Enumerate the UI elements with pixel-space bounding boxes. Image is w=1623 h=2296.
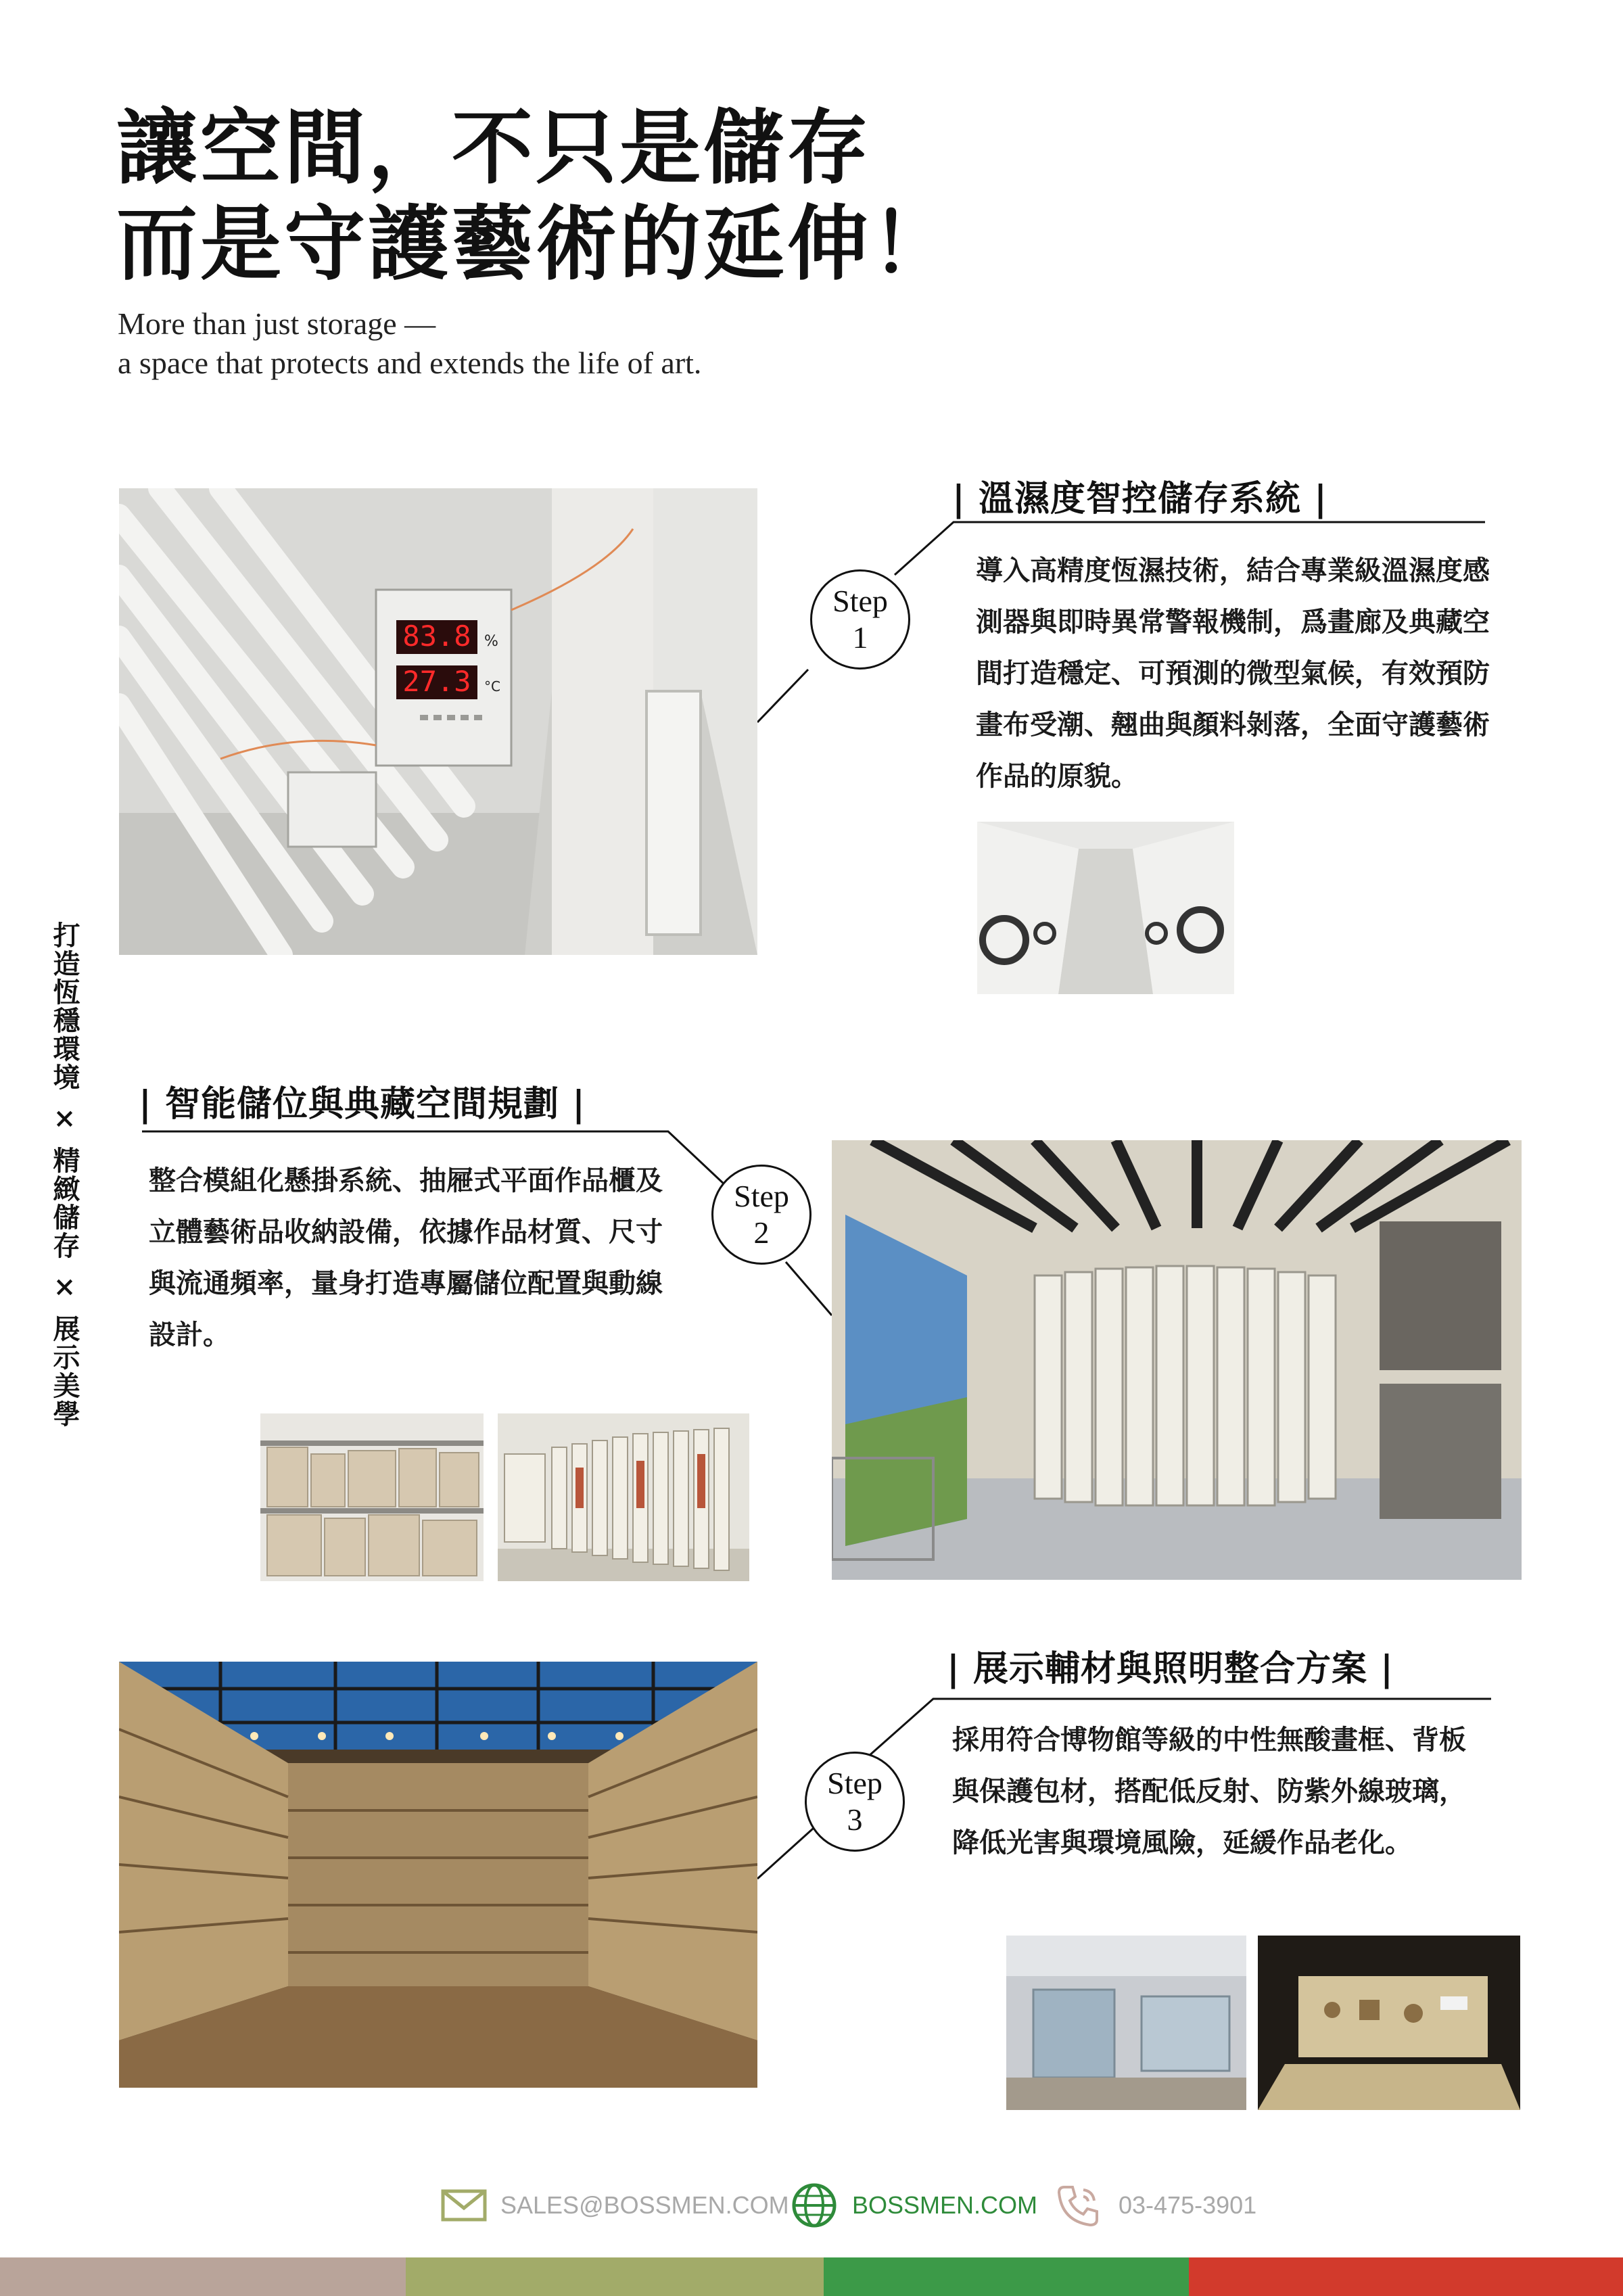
- step-2-number: 2: [753, 1215, 770, 1250]
- mobile-shelving-photo: [977, 822, 1234, 994]
- step-1-word: Step: [832, 584, 888, 618]
- step-1-number: 1: [852, 620, 868, 655]
- phone-icon: [1056, 2183, 1101, 2228]
- step1-connector: [757, 670, 808, 722]
- humidity-reading: 83.8: [402, 619, 471, 653]
- title-line-1: 讓空間，不只是儲存: [116, 100, 871, 195]
- subtitle-line-2: a space that protects and extends the life of art.: [118, 346, 702, 380]
- sliding-panel-photo: [498, 1413, 749, 1581]
- humidity-unit: %: [484, 633, 498, 650]
- footer-bar-1: [0, 2257, 406, 2296]
- footer-phone-text: 03-475-3901: [1119, 2191, 1257, 2219]
- step-1-badge: [810, 569, 910, 670]
- footer-website[interactable]: [791, 2182, 1037, 2229]
- step-1-heading: | 溫濕度智控儲存系統 |: [952, 478, 1328, 519]
- step2-connector: [786, 1262, 832, 1315]
- globe-icon: [791, 2182, 837, 2228]
- footer-website-text: BOSSMEN.COM: [852, 2191, 1038, 2219]
- footer-bar-4: [1189, 2257, 1623, 2296]
- footer-bar-3: [824, 2257, 1189, 2296]
- step-2-body: 整合模組化懸掛系統、抽屜式平面作品櫃及立體藝術品收納設備，依據作品材質、尺寸與流通頻率，量身打造專屬儲位配置與動線設計。: [149, 1165, 663, 1351]
- exhibit-case-photo: [1258, 1936, 1520, 2110]
- temperature-reading: 27.3: [402, 665, 471, 698]
- step-3-word: Step: [827, 1766, 883, 1800]
- step-3-heading: | 展示輔材與照明整合方案 |: [947, 1648, 1394, 1689]
- step-2-badge: [711, 1165, 812, 1265]
- step-2-heading: | 智能儲位與典藏空間規劃 |: [139, 1083, 586, 1125]
- footer-bar-2: [406, 2257, 824, 2296]
- shelf-storage-photo: [260, 1413, 484, 1581]
- mail-icon: [441, 2189, 487, 2222]
- step3-connector: [757, 1823, 820, 1879]
- step-1-body: 導入高精度恆濕技術，結合專業級溫濕度感測器與即時異常警報機制，爲畫廊及典藏空間打造穩定、可預測的微型氣候，有效預防畫布受潮、翹曲與顏料剝落，全面守護藝術作品的原貌。: [976, 555, 1490, 792]
- painting-rack-photo: [832, 1140, 1522, 1580]
- temperature-unit: °C: [484, 678, 500, 695]
- footer-phone[interactable]: [1056, 2182, 1256, 2229]
- step-3-body: 採用符合博物館等級的中性無酸畫框、背板與保護包材，搭配低反射、防紫外線玻璃，降低光害與環境風險，延緩作品老化。: [952, 1724, 1466, 1858]
- subtitle-line-1: More than just storage —: [118, 306, 436, 341]
- footer-email[interactable]: [441, 2182, 789, 2229]
- library-hall-photo: [119, 1662, 757, 2088]
- sensor-photo: [119, 488, 757, 955]
- gallery-display-photo: [1006, 1936, 1246, 2110]
- title-line-2: 而是守護藝術的延伸！: [116, 196, 955, 291]
- side-tagline: 打造恆穩環境 × 精緻儲存 × 展示美學: [49, 921, 80, 1428]
- step-3-badge: [805, 1752, 905, 1852]
- step-2-word: Step: [734, 1179, 789, 1213]
- footer-email-text: SALES@BOSSMEN.COM: [500, 2191, 789, 2219]
- step-3-number: 3: [847, 1802, 863, 1837]
